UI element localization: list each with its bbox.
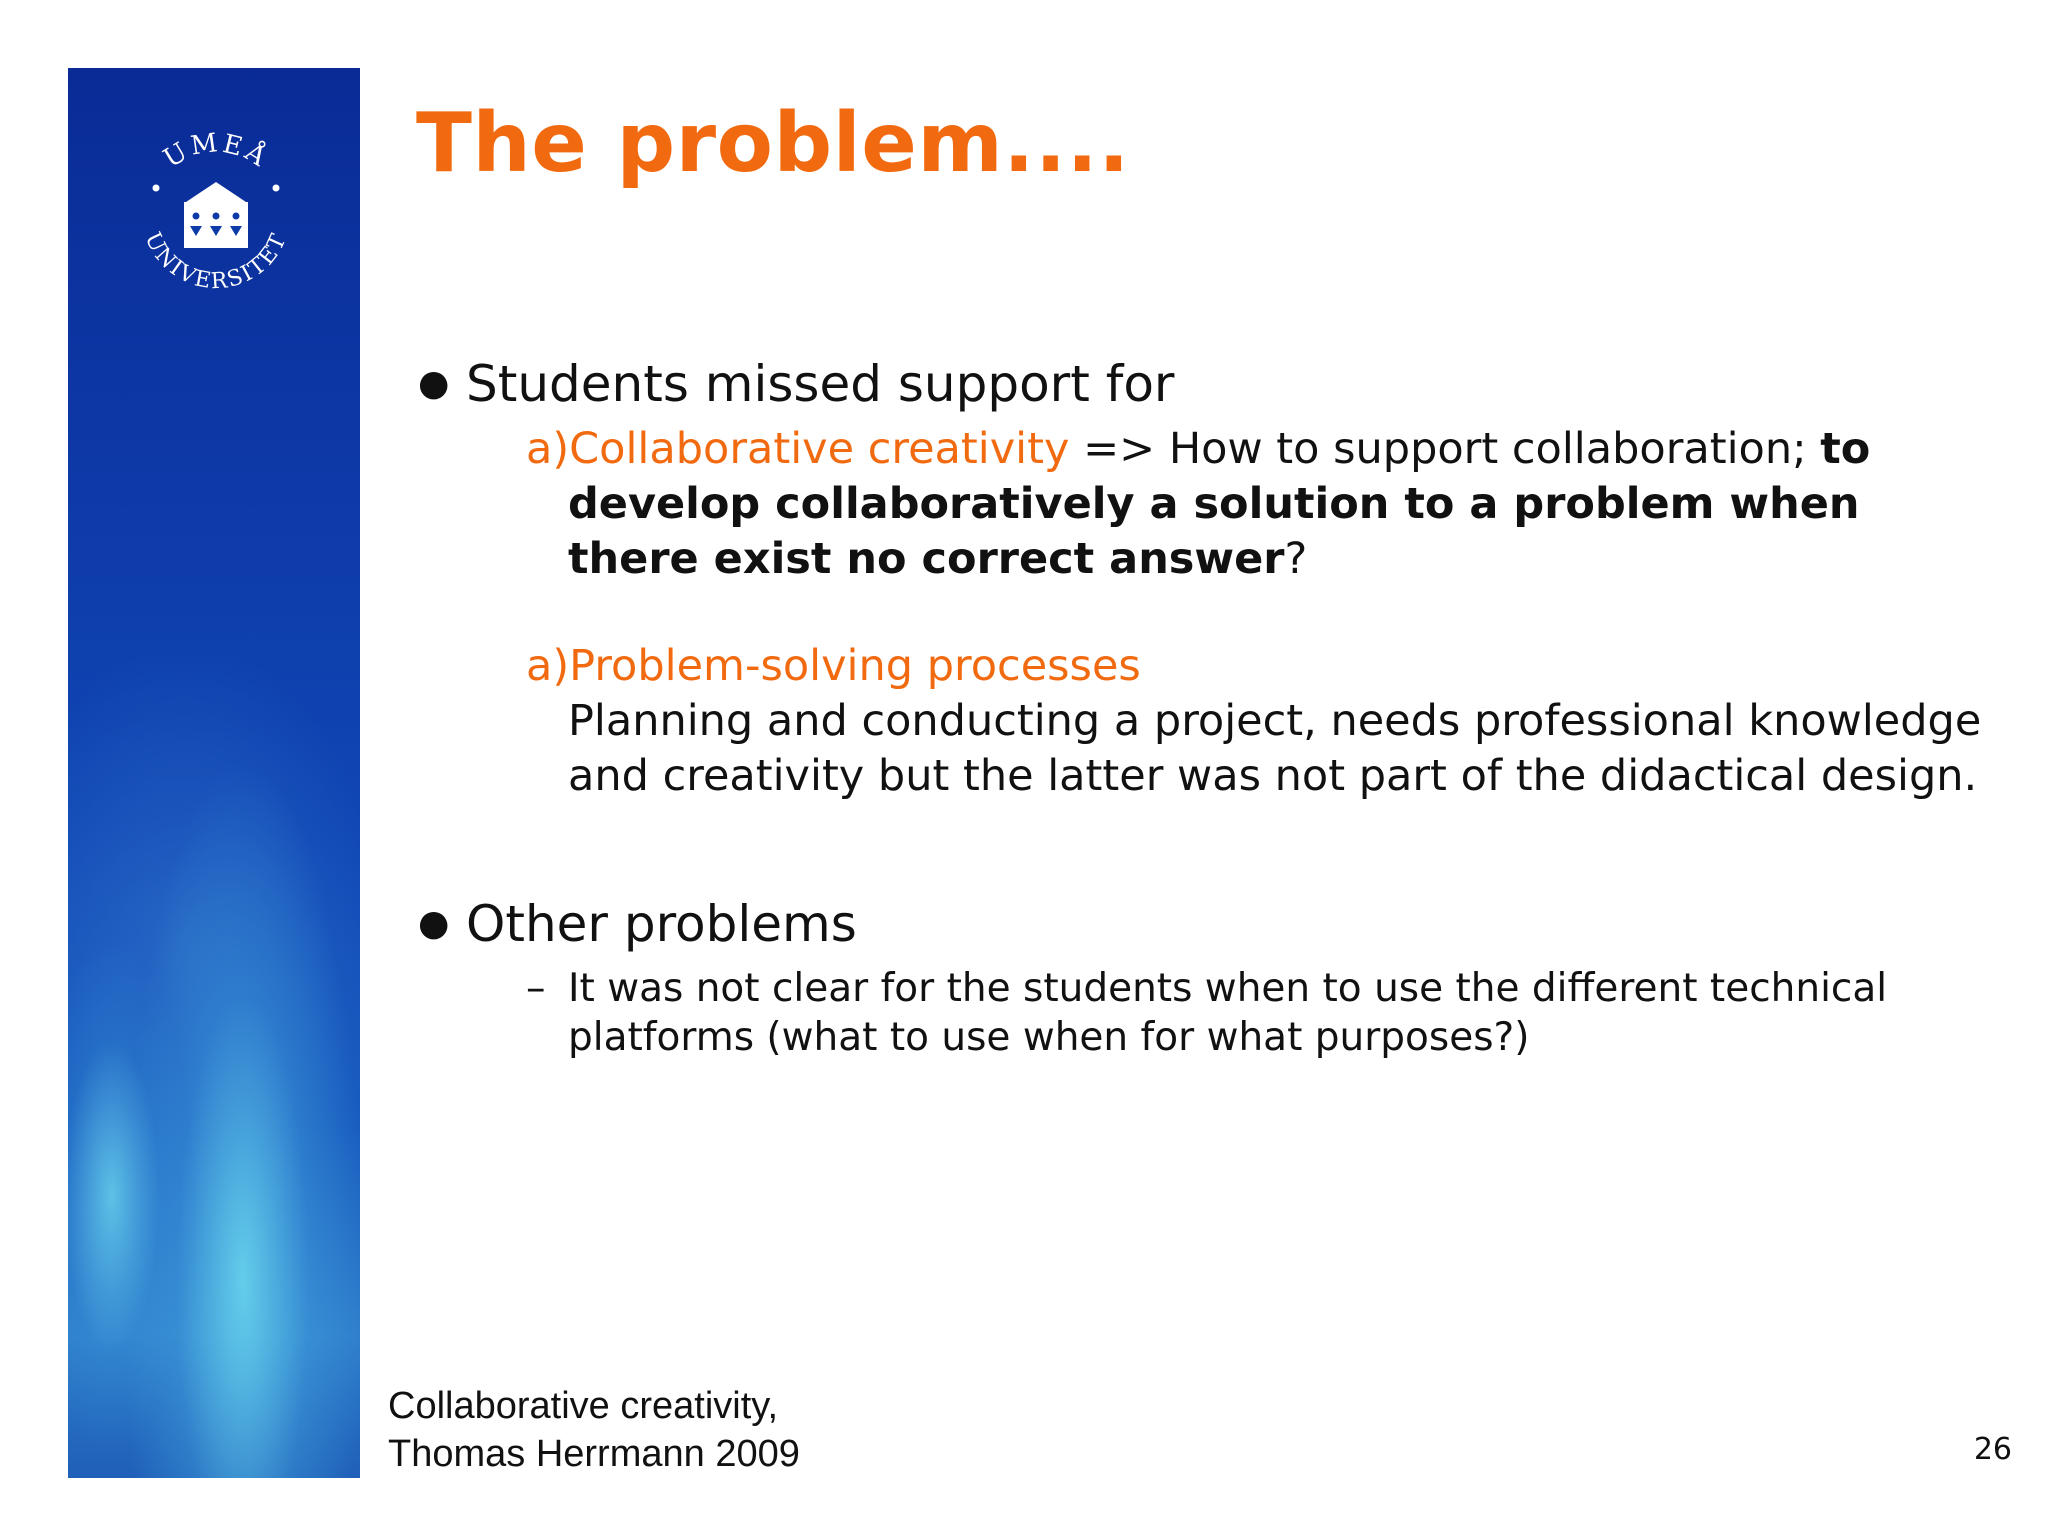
logo-text-bottom: UNIVERSITET: [139, 228, 293, 295]
sub-item-marker: a): [526, 424, 570, 474]
dash-item-text: It was not clear for the students when to use the different technical platforms (what to use when for what purposes?): [568, 966, 1888, 1060]
sub-item-text: => How to support collaboration;: [1069, 424, 1821, 474]
footer-credit: [388, 1382, 800, 1478]
bullet-dot: ●: [418, 363, 450, 404]
sub-item-bold-text: to develop collaboratively a solution to a problem when there exist no correct answer: [568, 424, 1871, 584]
footer-line-1: Collaborative creativity,: [388, 1385, 779, 1427]
logo-text-top: UMEÅ: [158, 128, 274, 175]
bullet-other-problems: [416, 890, 1996, 958]
footer-line-2: Thomas Herrmann 2009: [388, 1433, 800, 1475]
sub-item-marker: a): [526, 641, 570, 691]
page-number: 26: [1973, 1432, 2012, 1467]
bullet-text: Students missed support for: [466, 355, 1175, 413]
university-logo: [126, 128, 306, 308]
sub-item-text: Planning and conducting a project, needs professional knowledge and creativity but the latter was not part of the didactical design.: [568, 696, 1982, 801]
dash-marker: –: [526, 966, 546, 1011]
bullet-students-missed: [416, 350, 1996, 418]
sub-item-heading: Problem-solving processes: [569, 641, 1141, 691]
slide-content: [416, 350, 1996, 1062]
sub-item-collaborative-creativity: [526, 422, 1996, 587]
sidebar-banner: [68, 68, 360, 1478]
svg-text:UMEÅ: [159, 128, 275, 174]
sub-item-heading: Collaborative creativity: [569, 424, 1070, 474]
slide-title: The problem....: [416, 96, 1130, 191]
bullet-dot: ●: [418, 903, 450, 944]
sub-item-problem-solving: [526, 639, 1996, 804]
bullet-text: Other problems: [466, 895, 857, 953]
sub-item-end: ?: [1284, 534, 1308, 584]
dash-item-platforms: [526, 964, 1996, 1062]
